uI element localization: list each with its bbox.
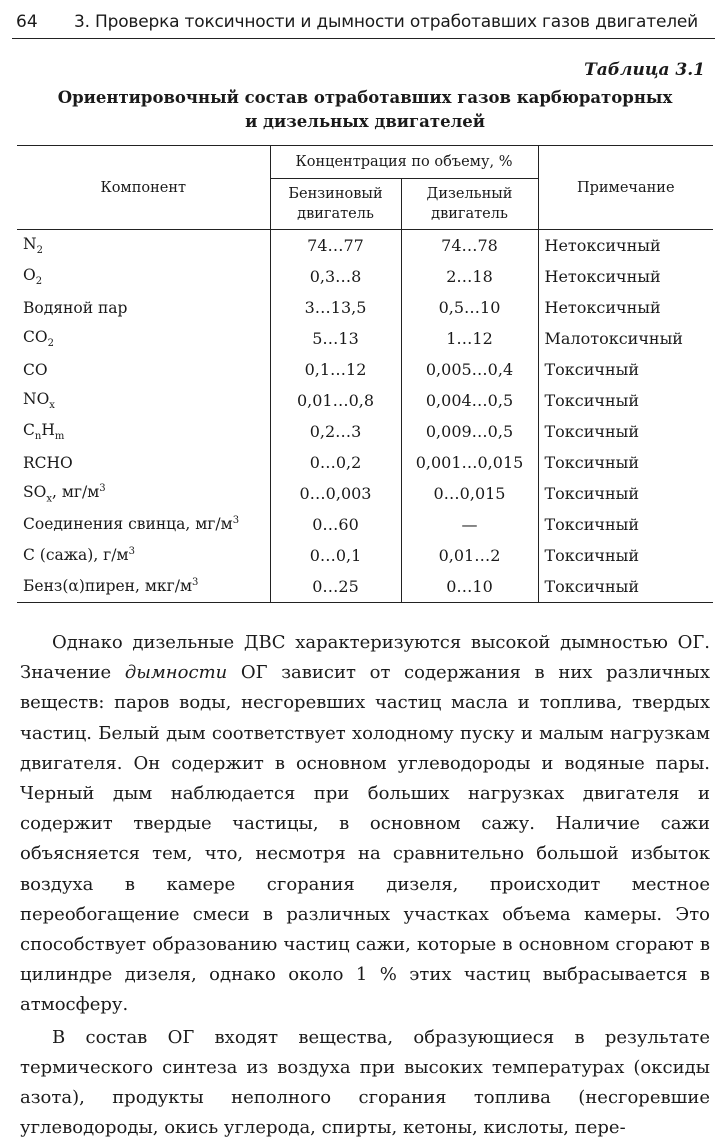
cell-note: Токсичный bbox=[538, 478, 713, 509]
cell-diesel: 0,005…0,4 bbox=[425, 360, 514, 379]
cell-note: Токсичный bbox=[538, 416, 713, 447]
cell-note: Токсичный bbox=[538, 509, 713, 540]
paragraph-2: В состав ОГ входят вещества, образующиеся в результате термического синтеза из воздуха при высоких температурах (оксиды азота), продукты неполного сгорания топлива (несгоревшие углеводороды, окись углерода, спирты, кетоны, кислоты, пере- bbox=[20, 1026, 710, 1139]
cell-component: $C_nH_m$ bbox=[17, 416, 270, 447]
table-row bbox=[17, 385, 713, 416]
header-diesel: Дизельный двигатель bbox=[401, 179, 538, 230]
cell-note: Токсичный bbox=[538, 447, 713, 478]
cell-diesel: 0,004…0,5 bbox=[425, 391, 514, 410]
cell-component: $NO_x$ bbox=[17, 385, 270, 416]
cell-gasoline: 0,3…8 bbox=[270, 261, 401, 292]
cell-gasoline: 0…0,2 bbox=[270, 447, 401, 478]
cell-diesel: 0,009…0,5 bbox=[425, 422, 514, 441]
cell-gasoline: 0…0,003 bbox=[270, 478, 401, 509]
table-title bbox=[20, 86, 710, 134]
table-row bbox=[17, 478, 713, 509]
cell-note: Токсичный bbox=[538, 385, 713, 416]
cell-component: Бенз(α)пирен, мкг/$м^3$ bbox=[17, 571, 270, 603]
composition-table bbox=[17, 145, 713, 603]
cell-gasoline: 0,1…12 bbox=[270, 354, 401, 385]
p1-emphasis: дымности bbox=[124, 662, 228, 684]
cell-component: C (сажа), $г/м^3$ bbox=[17, 540, 270, 571]
table-row bbox=[17, 447, 713, 478]
cell-note: Токсичный bbox=[538, 354, 713, 385]
table-row bbox=[17, 540, 713, 571]
cell-gasoline: 0…25 bbox=[270, 571, 401, 603]
cell-gasoline: 3…13,5 bbox=[270, 292, 401, 323]
table-body bbox=[17, 230, 713, 603]
cell-component: $SO_x$, $мг/м^3$ bbox=[17, 478, 270, 509]
table-row bbox=[17, 261, 713, 292]
paragraph-1 bbox=[20, 628, 710, 1021]
cell-diesel: 0,001…0,015 bbox=[415, 453, 524, 472]
table-row bbox=[17, 416, 713, 447]
table-row bbox=[17, 292, 713, 323]
cell-component: Соединения свинца, $мг/м^3$ bbox=[17, 509, 270, 540]
cell-diesel: 0…0,015 bbox=[433, 484, 506, 503]
cell-diesel: 0…10 bbox=[401, 571, 538, 603]
cell-gasoline: 0,01…0,8 bbox=[270, 385, 401, 416]
header-gasoline: Бензиновый двигатель bbox=[270, 179, 401, 230]
running-header bbox=[12, 10, 715, 39]
cell-component: $N_2$ bbox=[17, 230, 270, 262]
table-row bbox=[17, 323, 713, 354]
cell-gasoline: 0…0,1 bbox=[270, 540, 401, 571]
cell-note: Нетоксичный bbox=[538, 230, 713, 262]
table-title-line1: Ориентировочный состав отработавших газов карбюраторных bbox=[57, 88, 673, 107]
cell-note: Токсичный bbox=[538, 571, 713, 603]
cell-diesel: 1…12 bbox=[446, 329, 493, 348]
cell-diesel: 0,01…2 bbox=[438, 546, 501, 565]
cell-diesel: 0,5…10 bbox=[438, 298, 501, 317]
cell-diesel: 74…78 bbox=[441, 236, 498, 255]
cell-note: Нетоксичный bbox=[538, 292, 713, 323]
header-concentration: Концентрация по объему, % bbox=[270, 146, 538, 179]
table-title-line2: и дизельных двигателей bbox=[245, 112, 485, 131]
header-component: Компонент bbox=[17, 146, 270, 230]
table-row bbox=[17, 230, 713, 262]
p1-part-a: Однако дизельные ДВС характеризуются высокой дымностью ОГ. Значение bbox=[20, 632, 710, 684]
cell-gasoline: 5…13 bbox=[270, 323, 401, 354]
header-note: Примечание bbox=[538, 146, 713, 230]
page-number: 64 bbox=[16, 12, 38, 32]
running-title: 3. Проверка токсичности и дымности отработавших газов двигателей bbox=[74, 12, 698, 32]
p1-part-b: ОГ зависит от содержания в них различных веществ: паров воды, несгоревших частиц масла и топлива, твердых частиц. Белый дым соответствует холодному пуску и малым нагрузкам двигателя. Он содержит в основном углеводороды и водяные пары. Черный дым наблюдается при больших нагрузках двигателя и содержит твердые частицы, в основном сажу. Наличие сажи объясняется тем, что, несмотря на сравнительно большой избыток воздуха в камере сгорания дизеля, происходит местное переобогащение смеси в различных участках объема камеры. Это способствует образованию частиц сажи, которые в основном сгорают в цилиндре дизеля, однако около 1 % этих частиц выбрасывается в атмосферу. bbox=[20, 662, 710, 1016]
cell-diesel: — bbox=[461, 515, 478, 534]
cell-component: $O_2$ bbox=[17, 261, 270, 292]
cell-component: CO bbox=[17, 354, 270, 385]
cell-note: Токсичный bbox=[538, 540, 713, 571]
cell-note: Малотоксичный bbox=[538, 323, 713, 354]
table-row bbox=[17, 354, 713, 385]
cell-component: Водяной пар bbox=[17, 292, 270, 323]
cell-diesel: 2…18 bbox=[446, 267, 493, 286]
cell-gasoline: 0,2…3 bbox=[270, 416, 401, 447]
cell-gasoline: 0…60 bbox=[270, 509, 401, 540]
cell-component: $CO_2$ bbox=[17, 323, 270, 354]
table-row bbox=[17, 509, 713, 540]
table-label: Таблица 3.1 bbox=[584, 60, 705, 80]
cell-component: RCHO bbox=[17, 447, 270, 478]
cell-note: Нетоксичный bbox=[538, 261, 713, 292]
cell-gasoline: 74…77 bbox=[270, 230, 401, 262]
table-row bbox=[17, 571, 713, 603]
body-text bbox=[20, 628, 710, 1143]
